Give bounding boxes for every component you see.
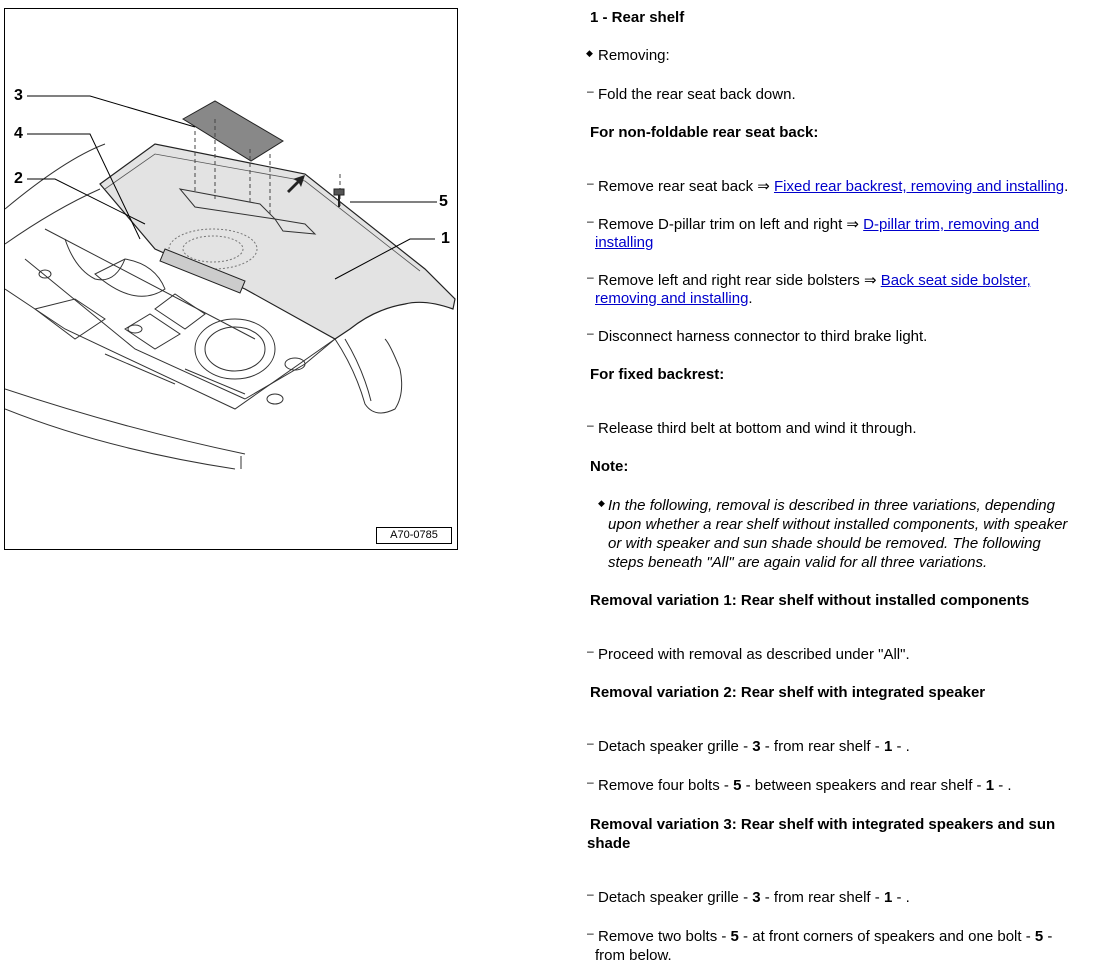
diamond-bullet-icon: ◆	[586, 48, 593, 58]
exploded-view-figure	[4, 8, 458, 550]
note-line-4: steps beneath "All" are again valid for all three variations.	[608, 554, 988, 571]
step-fold-seat-back: – Fold the rear seat back down.	[587, 84, 796, 103]
dash-bullet-icon: –	[587, 176, 594, 190]
step-v3-detach-grille: – Detach speaker grille - 3 - from rear shelf - 1 - .	[587, 887, 910, 906]
link-fixed-rear-backrest[interactable]: Fixed rear backrest, removing and installing	[773, 178, 1065, 195]
step-remove-d-pillar-trim-cont	[586, 233, 1099, 252]
dash-bullet-icon: –	[587, 84, 594, 98]
step-remove-side-bolsters: – Remove left and right rear side bolsters ⇒ Back seat side bolster,	[587, 270, 1031, 289]
step-v3-remove-two-bolts-cont: from below.	[595, 947, 672, 964]
dash-bullet-icon: –	[587, 926, 594, 940]
dash-bullet-icon: –	[587, 775, 594, 789]
dash-bullet-icon: –	[587, 214, 594, 228]
step-proceed-removal: – Proceed with removal as described under "All".	[587, 644, 910, 663]
callout-3: 3	[14, 87, 23, 104]
variation-3-heading: Removal variation 3: Rear shelf with integrated speakers and sun	[590, 816, 1056, 833]
link-back-seat-side-bolster-cont[interactable]: removing and installing	[595, 290, 749, 307]
variation-2-heading: Removal variation 2: Rear shelf with integrated speaker	[590, 684, 986, 701]
dash-bullet-icon: –	[587, 644, 594, 658]
callout-4: 4	[14, 125, 23, 142]
variation-3-heading-cont: shade	[587, 835, 631, 852]
link-d-pillar-trim-cont[interactable]: installing	[595, 234, 654, 251]
note-line-1: ◆ In the following, removal is described in three variations, depending	[586, 496, 1099, 515]
diamond-bullet-icon: ◆	[598, 498, 605, 508]
callout-1: 1	[441, 230, 450, 247]
dash-bullet-icon: –	[587, 736, 594, 750]
note-heading: Note:	[590, 458, 629, 475]
dash-bullet-icon: –	[587, 887, 594, 901]
dash-bullet-icon: –	[587, 418, 594, 432]
section-title: 1 - Rear shelf	[590, 9, 685, 26]
dash-bullet-icon: –	[587, 270, 594, 284]
callout-5: 5	[439, 193, 448, 210]
link-back-seat-side-bolster[interactable]: Back seat side bolster,	[880, 272, 1031, 289]
step-remove-d-pillar-trim: – Remove D-pillar trim on left and right ⇒ D-pillar trim, removing and	[587, 214, 1040, 233]
link-d-pillar-trim[interactable]: D-pillar trim, removing and	[863, 216, 1040, 233]
fixed-backrest-heading: For fixed backrest:	[590, 366, 725, 383]
step-release-third-belt: – Release third belt at bottom and wind it through.	[587, 418, 917, 437]
variation-1-heading: Removal variation 1: Rear shelf without installed components	[590, 592, 1030, 609]
step-disconnect-harness: – Disconnect harness connector to third brake light.	[587, 326, 928, 345]
step-remove-side-bolsters-cont: removing and installing.	[595, 290, 753, 307]
note-line-3: or with speaker and sun shade should be removed. The following	[608, 535, 1041, 552]
step-v3-remove-two-bolts: – Remove two bolts - 5 - at front corners of speakers and one bolt - 5 -	[587, 926, 1053, 945]
step-remove-rear-seat-back: – Remove rear seat back ⇒ Fixed rear backrest, removing and installing.	[587, 176, 1069, 195]
removing-label: ◆ Removing:	[586, 46, 1099, 65]
rear-shelf-illustration	[5, 9, 457, 549]
step-v2-remove-four-bolts: – Remove four bolts - 5 - between speakers and rear shelf - 1 - .	[587, 775, 1012, 794]
step-v2-detach-grille: – Detach speaker grille - 3 - from rear shelf - 1 - .	[587, 736, 910, 755]
callout-2: 2	[14, 170, 23, 187]
note-line-2: upon whether a rear shelf without installed components, with speaker	[608, 516, 1068, 533]
dash-bullet-icon: –	[587, 326, 594, 340]
non-foldable-heading: For non-foldable rear seat back:	[590, 124, 819, 141]
figure-code: A70-0785	[376, 527, 452, 544]
